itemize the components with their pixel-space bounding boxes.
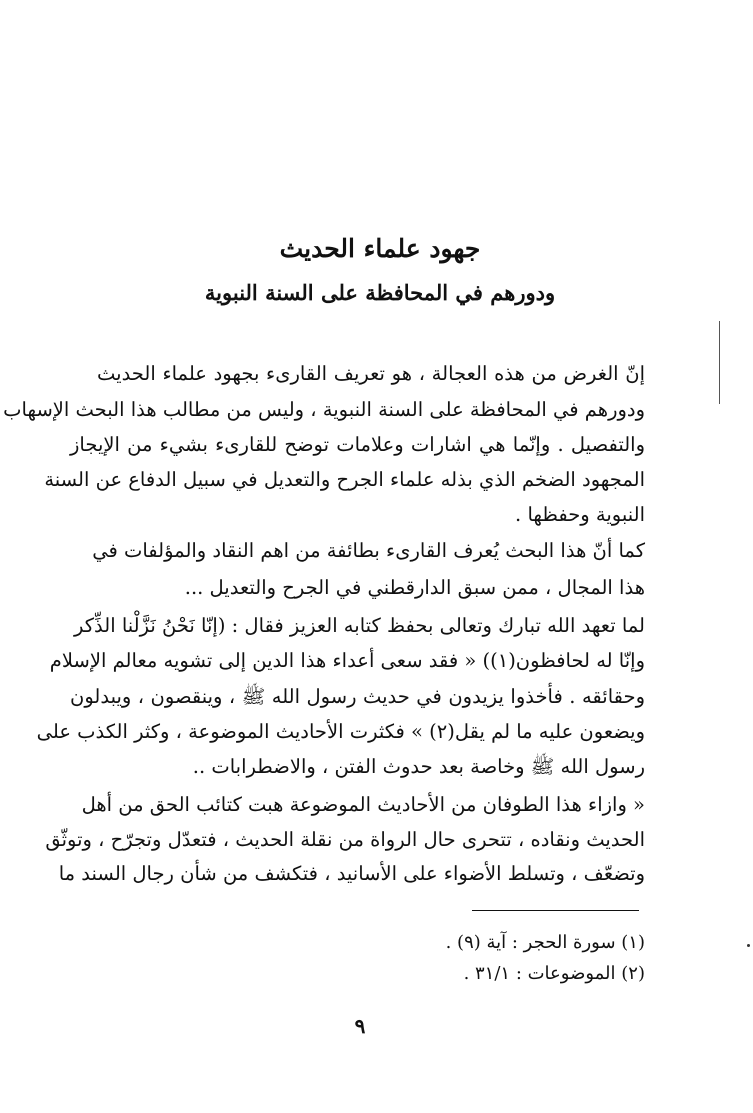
text-line: لما تعهد الله تبارك وتعالى بحفظ كتابه العزيز فقال : (إنّا نَحْنُ نَزَّلْنا الذِّكر bbox=[74, 614, 645, 637]
text-line: هذا المجال ، ممن سبق الدارقطني في الجرح والتعديل ... bbox=[184, 576, 645, 599]
text-line: رسول الله ﷺ وخاصة بعد حدوث الفتن ، والاضطرابات .. bbox=[192, 755, 645, 778]
text-line: والتفصيل . وإنّما هي اشارات وعلامات توضح للقارىء بشيء من الإيجاز bbox=[70, 433, 645, 456]
page-subtitle: ودورهم في المحافظة على السنة النبوية bbox=[204, 280, 556, 305]
footnote: (١) سورة الحجر : آية (٩) . bbox=[445, 932, 645, 953]
scan-margin-line bbox=[719, 321, 720, 404]
footnote-separator bbox=[472, 910, 639, 911]
text-line: وتضعّف ، وتسلط الأضواء على الأسانيد ، فتكشف من شأن رجال السند ما bbox=[58, 862, 645, 885]
text-line: كما أنّ هذا البحث يُعرف القارىء بطائفة من اهم النقاد والمؤلفات في bbox=[92, 539, 645, 562]
text-line: وإنّا له لحافظون(١)) « فقد سعى أعداء هذا الدين إلى تشويه معالم الإسلام bbox=[49, 649, 645, 672]
scan-speck bbox=[747, 944, 750, 947]
text-line: الحديث ونقاده ، تتحرى حال الرواة من نقلة الحديث ، فتعدّل وتجرّح ، وتوثّق bbox=[45, 828, 645, 851]
text-line: ويضعون عليه ما لم يقل(٢) » فكثرت الأحاديث الموضوعة ، وكثر الكذب على bbox=[36, 720, 645, 743]
text-line: وحقائقه . فأخذوا يزيدون في حديث رسول الله ﷺ ، وينقصون ، ويبدلون bbox=[70, 685, 645, 708]
text-line: المجهود الضخم الذي بذله علماء الجرح والتعديل في سبيل الدفاع عن السنة bbox=[44, 468, 645, 491]
text-line: إنّ الغرض من هذه العجالة ، هو تعريف القارىء بجهود علماء الحديث bbox=[97, 362, 645, 385]
page-title: جهود علماء الحديث bbox=[279, 234, 481, 263]
text-line: ودورهم في المحافظة على السنة النبوية ، وليس من مطالب هذا البحث الإسهاب bbox=[3, 398, 645, 421]
page-number: ٩ bbox=[354, 1014, 366, 1038]
text-line: « وازاء هذا الطوفان من الأحاديث الموضوعة هبت كتائب الحق من أهل bbox=[81, 793, 645, 816]
text-line: النبوية وحفظها . bbox=[515, 503, 645, 526]
footnote: (٢) الموضوعات : ٣١/١ . bbox=[463, 963, 645, 984]
